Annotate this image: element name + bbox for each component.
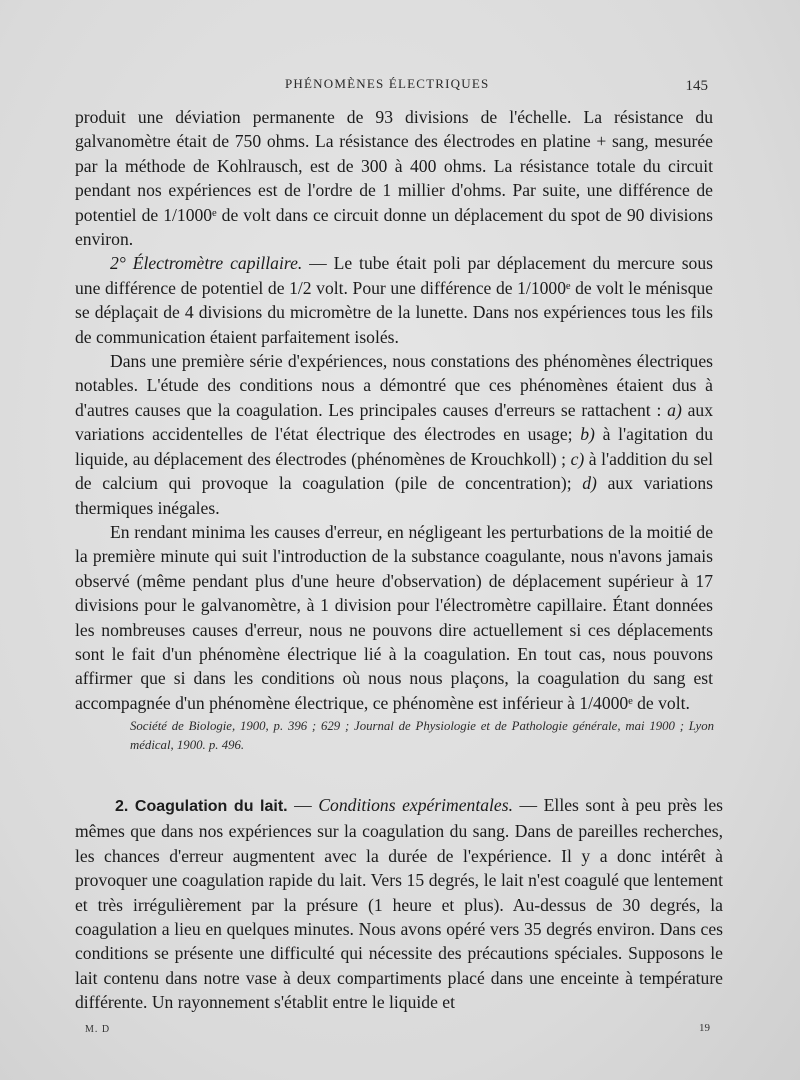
paragraph-1: produit une déviation permanente de 93 divisions de l'échelle. La résistance du galvanomètre était de 750 ohms. La résistance des électrodes en platine + sang, mesurée par la méthode de Kohlrausch, est de 300 à 400 ohms. La résistance totale du circuit pendant nos expériences est de l'ordre de 1 millier d'ohms. Par suite, une différence de potentiel de 1/1000ᵉ de volt dans ce circuit donne un déplacement du spot de 90 divisions environ.	[75, 107, 713, 250]
running-title: PHÉNOMÈNES ÉLECTRIQUES	[285, 76, 490, 91]
paragraph-3-text: aux variations thermiques inégales.	[75, 473, 714, 518]
list-marker-d: d)	[582, 473, 597, 494]
bibliographic-reference: Société de Biologie, 1900, p. 396 ; 629 ; Journal de Physiologie et de Pathologie générale, mai 1900 ; Lyon médical, 1900. p. 496.	[130, 719, 714, 752]
paragraph-4: En rendant minima les causes d'erreur, en négligeant les perturbations de la moitié de la première minute qui suit l'introduction de la substance coagulante, nous n'avons jamais observé (même pendant plus d'une heure d'observation) de déplacement supérieur à 17 divisions pour le galvanomètre, à 1 division pour l'électromètre capillaire. Étant données les nombreuses causes d'erreur, nous ne pouvons dire actuellement si ces déplacements sont le fait d'un phénomène électrique lié à la coagulation. En tout cas, nous pouvons affirmer que si dans les conditions où nous nous plaçons, la coagulation du sang est accompagnée d'un phénomène électrique, ce phénomène est inférieur à 1/4000ᵉ de volt.	[75, 521, 713, 713]
paragraph-3-text: aux variations accidentelles de l'état électrique des électrodes en usage;	[75, 399, 713, 445]
page-number: 145	[685, 78, 708, 94]
paragraph-2-body: — Le tube était poli par déplacement du mercure sous une différence de potentiel de 1/2 volt. Pour une différence de 1/1000ᵉ de volt le ménisque se déplaçait de 4 divisions du micromètre de la lunette. Dans nos expériences tous les fils de communication étaient parfaitement isolés.	[75, 253, 713, 347]
paragraph-2	[75, 251, 713, 349]
page-footer	[0, 1022, 800, 1038]
list-marker-b: b)	[580, 424, 595, 445]
list-marker-c: c)	[570, 448, 585, 469]
signature-mark: M. D	[85, 1024, 111, 1035]
body-text	[75, 105, 713, 715]
sheet-number: 19	[699, 1022, 710, 1034]
section-subtitle: Conditions expérimentales.	[318, 795, 513, 815]
running-header	[0, 76, 800, 96]
paragraph-3-text: à l'agitation du liquide, au déplacement des électrodes (phénomènes de Krouchkoll) ;	[75, 424, 714, 469]
section-title: Coagulation du lait.	[134, 798, 288, 815]
section-2-paragraph	[75, 793, 723, 1015]
paragraph-3-text: Dans une première série d'expériences, nous constations des phénomènes électriques notables. L'étude des conditions nous a démontré que ces phénomènes étaient dus à d'autres causes que la coagulation. Les principales causes d'erreurs se rattachent :	[75, 351, 713, 420]
list-marker-a: a)	[667, 399, 682, 420]
section-2	[75, 793, 723, 1015]
paragraph-3-text: à l'addition du sel de calcium qui provoque la coagulation (pile de concentration);	[75, 448, 714, 494]
paragraph-2-lead: 2° Électromètre capillaire.	[110, 253, 303, 274]
paragraph-3	[75, 349, 713, 520]
section-text: — Elles sont à peu près les mêmes que dans nos expériences sur la coagulation du sang. Dans de pareilles recherches, les chances d'erreur augmentent avec la durée de l'expérience. Il y a donc intérêt à provoquer une coagulation rapide du lait. Vers 15 degrés, le lait n'est coagulé que lentement et très irrégulièrement par la présure (1 heure et plus). Au-dessus de 30 degrés, la coagulation a lieu en quelques minutes. Nous avons opéré vers 35 degrés environ. Dans ces conditions se présente une difficulté qui nécessite des précautions spéciales. Supposons le lait contenu dans notre vase à deux compartiments placé dans une enceinte à température différente. Un rayonnement s'établit entre le liquide et	[75, 795, 723, 1013]
section-number: 2.	[115, 798, 129, 815]
section-dash: —	[287, 795, 319, 815]
